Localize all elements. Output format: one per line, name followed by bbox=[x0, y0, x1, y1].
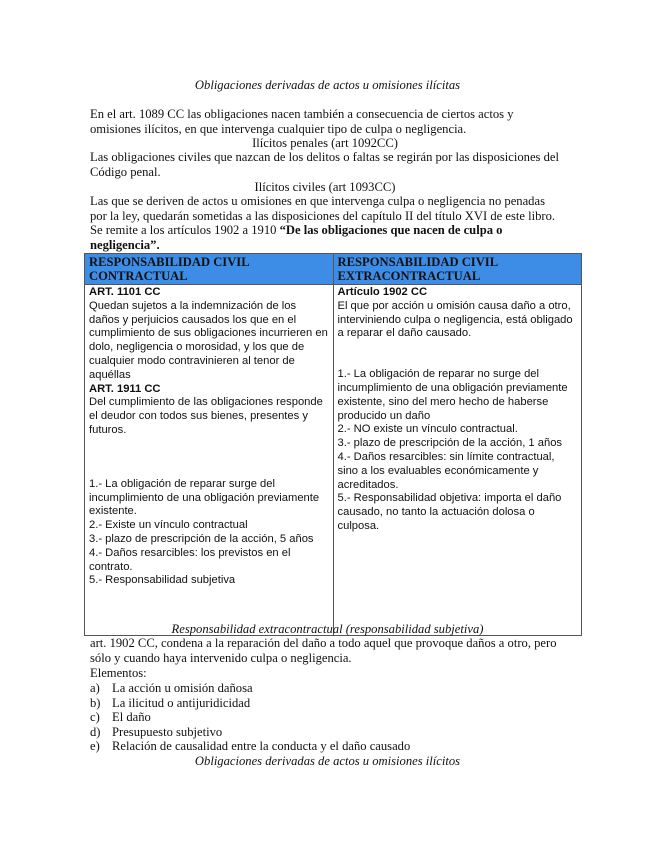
list-text: El daño bbox=[112, 710, 151, 724]
responsibility-table bbox=[84, 253, 582, 636]
penales-paragraph: Las obligaciones civiles que nazcan de los delitos o faltas se regirán por las disposiciones del Código penal. bbox=[90, 150, 559, 179]
contractual-point-4: 4.- Daños resarcibles: los previstos en el contrato. bbox=[89, 546, 291, 573]
extracontractual-point-5: 5.- Responsabilidad objetiva: importa el daño causado, no tanto la actuación dolosa o culposa. bbox=[337, 492, 562, 532]
contractual-point-3: 3.- plazo de prescripción de la acción, 5 años bbox=[89, 532, 314, 545]
table-header-row bbox=[85, 254, 582, 285]
art-1902-title: Artículo 1902 CC bbox=[337, 286, 428, 298]
table-body-row bbox=[85, 285, 582, 636]
contractual-point-5: 5.- Responsabilidad subjetiva bbox=[89, 574, 236, 587]
extracontractual-point-1: 1.- La obligación de reparar no surge del incumplimiento de una obligación previamente existente, sino del mero hecho de haberse producido un daño bbox=[337, 368, 568, 422]
civiles-bold-reference: “De las obligaciones que nacen de culpa o negligencia”. bbox=[90, 223, 503, 252]
elementos-list bbox=[90, 681, 560, 754]
contractual-point-2: 2.- Existe un vínculo contractual bbox=[89, 519, 248, 532]
art-1911-title: ART. 1911 CC bbox=[89, 382, 161, 395]
list-item bbox=[90, 739, 560, 754]
civiles-paragraph bbox=[90, 194, 560, 252]
art-1101-title: ART. 1101 CC bbox=[89, 286, 161, 298]
art-1911-text: Del cumplimiento de las obligaciones responde el deudor con todos sus bienes, presentes y futuros. bbox=[89, 396, 323, 436]
civiles-title: Ilícitos civiles (art 1093CC) bbox=[254, 180, 396, 194]
list-text: La acción u omisión dañosa bbox=[112, 681, 253, 695]
header-extracontractual: RESPONSABILIDAD CIVIL EXTRACONTRACTUAL bbox=[333, 254, 582, 285]
elementos-label: Elementos: bbox=[90, 666, 147, 680]
list-item bbox=[90, 681, 560, 696]
list-item bbox=[90, 725, 560, 740]
document-heading: Obligaciones derivadas de actos u omisiones ilícitas bbox=[194, 78, 461, 92]
list-text: Presupuesto subjetivo bbox=[112, 724, 223, 739]
list-item bbox=[90, 710, 560, 725]
header-contractual: RESPONSABILIDAD CIVIL CONTRACTUAL bbox=[85, 254, 334, 285]
list-marker: e) bbox=[90, 739, 100, 753]
list-text: Relación de causalidad entre la conducta y el daño causado bbox=[112, 739, 411, 753]
list-marker: b) bbox=[90, 695, 101, 710]
list-marker: d) bbox=[90, 724, 101, 739]
contractual-point-1: 1.- La obligación de reparar surge del incumplimiento de una obligación previamente existente. bbox=[89, 477, 320, 518]
extracontractual-point-2: 2.- NO existe un vínculo contractual. bbox=[337, 423, 518, 436]
list-marker: c) bbox=[90, 710, 100, 724]
cell-contractual bbox=[85, 285, 334, 636]
art-1902-text: El que por acción u omisión causa daño a otro, interviniendo culpa o negligencia, está obligado a reparar el daño causado. bbox=[337, 299, 573, 340]
extracontractual-point-3: 3.- plazo de prescripción de la acción, 1 años bbox=[337, 437, 563, 450]
list-marker: a) bbox=[90, 681, 100, 695]
extracontractual-heading: Responsabilidad extracontractual (responsabilidad subjetiva) bbox=[171, 622, 484, 636]
footer-heading: Obligaciones derivadas de actos u omisiones ilícitos bbox=[194, 754, 461, 768]
cell-extracontractual bbox=[333, 285, 582, 636]
penales-title: Ilícitos penales (art 1092CC) bbox=[252, 136, 398, 150]
extracontractual-point-4: 4.- Daños resarcibles: sin límite contractual, sino a los evaluables económicamente y acreditados. bbox=[337, 450, 555, 491]
civiles-text: Las que se deriven de actos u omisiones en que intervenga culpa o negligencia no penadas por la ley, quedarán sometidas a las disposiciones del capítulo II del título XVI de este libro. Se remite a los artículos 1902 a 1910 bbox=[90, 194, 556, 237]
art-1101-text: Quedan sujetos a la indemnización de los daños y perjuicios causados los que en el cumplimiento de sus obligaciones incurrieren en dolo, negligencia o morosidad, y los que de cualquier modo contravinieren al tenor de aquéllas bbox=[89, 299, 328, 381]
extracontractual-paragraph: art. 1902 CC, condena a la reparación del daño a todo aquel que provoque daños a otro, pero sólo y cuando haya intervenido culpa o negligencia. bbox=[90, 636, 557, 665]
intro-paragraph: En el art. 1089 CC las obligaciones nacen también a consecuencia de ciertos actos y omisiones ilícitos, en que intervenga cualquier tipo de culpa o negligencia. bbox=[90, 107, 514, 136]
list-text: La ilicitud o antijuridicidad bbox=[112, 695, 251, 710]
list-item bbox=[90, 696, 560, 711]
